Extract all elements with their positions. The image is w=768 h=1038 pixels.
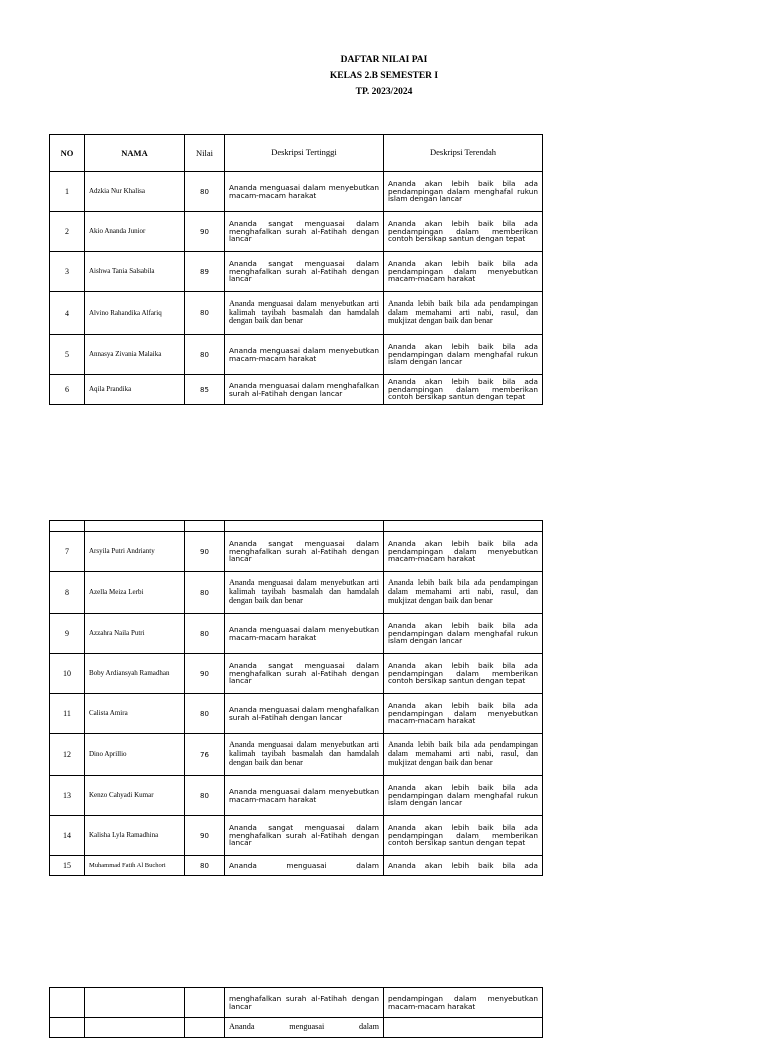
cell-nilai: 89 [185,252,225,292]
cell-no: 1 [50,172,85,212]
table-row [50,734,543,776]
cell-nama: Arsyila Putri Andrianty [85,532,185,572]
cell-nilai: 80 [185,172,225,212]
cell-deskripsi-tertinggi: Ananda sangat menguasai dalam menghafalkan surah al-Fatihah dengan lancar [225,654,384,694]
cell-nama: Dino Aprillio [85,734,185,776]
cell-deskripsi-tertinggi: Ananda menguasai dalam menyebutkan macam-macam harakat [225,614,384,654]
cell-nilai: 90 [185,816,225,856]
cell-nilai: 80 [185,856,225,876]
cell-deskripsi-terendah: Ananda akan lebih baik bila ada pendampingan dalam memberikan contoh bersikap santun dengan tepat [384,212,543,252]
cell-no: 15 [50,856,85,876]
cell-deskripsi-terendah: Ananda lebih baik bila ada pendampingan dalam memahami arti nabi, rasul, dan mukjizat dengan baik dan benar [384,292,543,335]
cell-nama: Kenzo Cahyadi Kumar [85,776,185,816]
cell-nama: Annasya Zivania Malaika [85,335,185,375]
cell-deskripsi-terendah: Ananda lebih baik bila ada pendampingan dalam memahami arti nabi, rasul, dan mukjizat dengan baik dan benar [384,734,543,776]
cell-deskripsi-tertinggi: Ananda sangat menguasai dalam menghafalkan surah al-Fatihah dengan lancar [225,532,384,572]
cell-nama: Aishwa Tania Salsabila [85,252,185,292]
table-row-continuation [50,988,543,1018]
cell-no: 8 [50,572,85,614]
cell-nama: Calista Amira [85,694,185,734]
table-row [50,654,543,694]
table-row [50,375,543,405]
table-row [50,292,543,335]
table-row [50,335,543,375]
cell-deskripsi-terendah: Ananda akan lebih baik bila ada pendampingan dalam memberikan contoh bersikap santun dengan tepat [384,816,543,856]
cell-nilai: 80 [185,292,225,335]
table-row [50,212,543,252]
cell-nama: Azella Meiza Lerbi [85,572,185,614]
cell-deskripsi-tertinggi: Ananda menguasai dalam menyebutkan macam-macam harakat [225,776,384,816]
table-row [50,572,543,614]
table-row [50,532,543,572]
cell-no: 11 [50,694,85,734]
cell-no: 10 [50,654,85,694]
cell-no: 5 [50,335,85,375]
cell-nilai: 80 [185,335,225,375]
school-year: TP. 2023/2024 [355,87,413,97]
cell-deskripsi-terendah: Ananda akan lebih baik bila ada pendampingan dalam memberikan contoh bersikap santun dengan tepat [384,375,543,405]
col-header-nama: NAMA [85,135,185,172]
cell-deskripsi-terendah: Ananda akan lebih baik bila ada pendampingan dalam menghafal rukun islam dengan lancar [384,776,543,816]
cell-deskripsi-tertinggi: Ananda menguasai dalam menyebutkan arti kalimah tayibah basmalah dan hamdalah dengan baik dan benar [225,292,384,335]
cell-nama: Akio Ananda Junior [85,212,185,252]
col-header-nilai: Nilai [185,135,225,172]
cell-deskripsi-tertinggi: Ananda menguasai dalam menyebutkan arti kalimah tayibah basmalah dan hamdalah dengan baik dan benar [225,572,384,614]
cell-nilai: 76 [185,734,225,776]
cell-deskripsi-terendah: Ananda akan lebih baik bila ada pendampingan dalam menyebutkan macam-macam harakat [384,694,543,734]
cell-deskripsi-terendah: Ananda akan lebih baik bila ada pendampingan dalam memberikan contoh bersikap santun dengan tepat [384,654,543,694]
table-row [50,172,543,212]
cell-deskripsi-terendah: Ananda akan lebih baik bila ada pendampingan dalam menyebutkan macam-macam harakat [384,252,543,292]
col-header-deskripsi-tertinggi: Deskripsi Tertinggi [225,135,384,172]
cell-deskripsi-terendah: Ananda akan lebih baik bila ada pendampingan dalam menghafal rukun islam dengan lancar [384,172,543,212]
cell-nama: Alvino Rahandika Alfariq [85,292,185,335]
table-row [50,816,543,856]
cell-nilai: 80 [185,572,225,614]
cell-nilai: 80 [185,694,225,734]
cell-nilai: 90 [185,532,225,572]
cell-nilai: 90 [185,654,225,694]
cell-deskripsi-terendah: Ananda akan lebih baik bila ada pendampingan dalam menghafal rukun islam dengan lancar [384,614,543,654]
cell-nama: Aqila Prandika [85,375,185,405]
empty-header-row [50,521,543,532]
col-header-deskripsi-terendah: Deskripsi Terendah [384,135,543,172]
cell-nilai: 80 [185,614,225,654]
cell-nilai: 80 [185,776,225,816]
table-row [50,252,543,292]
cell-deskripsi-tertinggi: Ananda menguasai dalam menyebutkan arti kalimah tayibah basmalah dan hamdalah dengan baik dan benar [225,734,384,776]
cell-nama: Azzahra Naila Putri [85,614,185,654]
cell-deskripsi-terendah: Ananda akan lebih baik bila ada pendampingan dalam menghafal rukun islam dengan lancar [384,335,543,375]
cell-no: 4 [50,292,85,335]
cell-nama: Adzkia Nur Khalisa [85,172,185,212]
cell-no: 2 [50,212,85,252]
document-title: DAFTAR NILAI PAI [340,55,428,65]
cell-deskripsi-terendah: Ananda akan lebih baik bila ada pendampingan dalam menyebutkan macam-macam harakat [384,532,543,572]
table-row [50,856,543,876]
cell-nilai: 90 [185,212,225,252]
grades-table-page-3 [49,987,543,1038]
cell-deskripsi-terendah: Ananda lebih baik bila ada pendampingan dalam memahami arti nabi, rasul, dan mukjizat dengan baik dan benar [384,572,543,614]
table-row [50,776,543,816]
cell-no: 12 [50,734,85,776]
class-semester: KELAS 2.B SEMESTER I [329,71,439,81]
table-row [50,694,543,734]
cell-deskripsi-terendah: Ananda akan lebih baik bila ada [384,856,543,876]
table-row [50,614,543,654]
table-header-row [50,135,543,172]
cell-no: 6 [50,375,85,405]
cell-deskripsi-tertinggi: Ananda menguasai dalam [225,856,384,876]
cell-deskripsi-tertinggi: Ananda menguasai dalam menghafalkan surah al-Fatihah dengan lancar [225,375,384,405]
cell-no: 7 [50,532,85,572]
cell-no: 13 [50,776,85,816]
cell-nilai: 85 [185,375,225,405]
cell-nama: Muhammad Fatih Al Buchori [85,856,185,876]
cell-deskripsi-tertinggi: Ananda menguasai dalam menghafalkan surah al-Fatihah dengan lancar [225,694,384,734]
cell-nama: Boby Ardiansyah Ramadhan [85,654,185,694]
table-row [50,1018,543,1038]
cell-no: 3 [50,252,85,292]
cell-deskripsi-tertinggi: Ananda sangat menguasai dalam menghafalkan surah al-Fatihah dengan lancar [225,212,384,252]
cell-deskripsi-tertinggi: menghafalkan surah al-Fatihah dengan lancar [225,988,384,1018]
cell-no: 14 [50,816,85,856]
cell-deskripsi-terendah: pendampingan dalam menyebutkan macam-macam harakat [384,988,543,1018]
cell-deskripsi-tertinggi: Ananda menguasai dalam [225,1018,384,1038]
cell-deskripsi-tertinggi: Ananda sangat menguasai dalam menghafalkan surah al-Fatihah dengan lancar [225,252,384,292]
cell-nama: Kalisha Lyla Ramadhina [85,816,185,856]
cell-deskripsi-tertinggi: Ananda menguasai dalam menyebutkan macam-macam harakat [225,172,384,212]
cell-deskripsi-tertinggi: Ananda menguasai dalam menyebutkan macam-macam harakat [225,335,384,375]
col-header-no: NO [50,135,85,172]
grades-table-page-1 [49,134,543,405]
grades-table-page-2 [49,520,543,876]
cell-deskripsi-tertinggi: Ananda sangat menguasai dalam menghafalkan surah al-Fatihah dengan lancar [225,816,384,856]
cell-no: 9 [50,614,85,654]
